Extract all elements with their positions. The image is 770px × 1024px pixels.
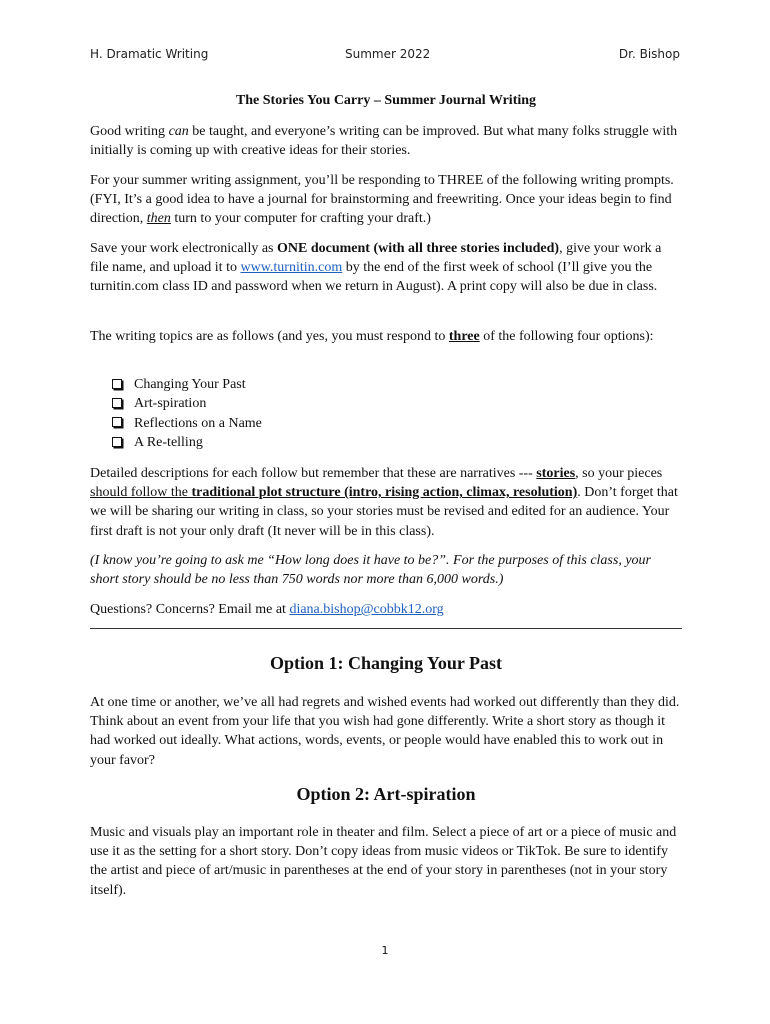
- header-instructor: Dr. Bishop: [618, 47, 680, 61]
- option2-heading: Option 2: Art-spiration: [296, 784, 476, 804]
- header-term: Summer 2022: [345, 47, 431, 61]
- list-item: Art-spiration: [112, 394, 262, 413]
- topics-list: [112, 375, 262, 453]
- document-title: The Stories You Carry – Summer Journal Writing: [235, 93, 537, 108]
- three-emphasis: three: [448, 329, 480, 344]
- checkbox-icon: [112, 417, 122, 427]
- checkbox-icon: [112, 379, 122, 389]
- option2-text: Music and visuals play an important role in theater and film. Select a piece of art or a piece of music and use it as the setting for a short story. Don’t copy ideas from music videos or TikTok. Be sure to identify the artist and piece of art/music in parentheses at the end of your story in parentheses (not in your story itself).: [90, 825, 677, 898]
- assignment-paragraph: For your summer writing assignment, you’ll be responding to THREE of the following writing prompts. (FYI, It’s a good idea to have a journal for brainstorming and freewriting. Once your ideas begin to find direction, then turn to your computer for crafting your draft.): [90, 173, 674, 227]
- intro-paragraph: Good writing can be taught, and everyone’s writing can be improved. But what many folks struggle with initially is coming up with creative ideas for their stories.: [90, 124, 678, 159]
- emphasis-then: then: [146, 211, 171, 227]
- stories-emphasis: stories: [536, 466, 576, 481]
- structure-paragraph: Detailed descriptions for each follow but remember that these are narratives --- stories, so your pieces should follow the traditional plot structure (intro, rising action, climax, resolution). Don’t forget that we will be sharing our writing in class, so your stories must be revised and edited for an audience. Your first draft is not your only draft (It never will be in this class).: [90, 466, 678, 539]
- turnitin-link[interactable]: www.turnitin.com: [240, 260, 343, 276]
- topics-intro-paragraph: The writing topics are as follows (and yes, you must respond to three of the following four options):: [90, 329, 654, 344]
- list-item: Reflections on a Name: [112, 414, 262, 433]
- page-number: 1: [381, 944, 389, 957]
- list-item: A Re-telling: [112, 433, 262, 452]
- option1-heading: Option 1: Changing Your Past: [269, 653, 503, 673]
- list-item: Changing Your Past: [112, 375, 262, 394]
- length-note: (I know you’re going to ask me “How long does it have to be?”. For the purposes of this class, your short story should be no less than 750 words nor more than 6,000 words.): [90, 553, 651, 588]
- checkbox-icon: [112, 398, 122, 408]
- checkbox-icon: [112, 437, 122, 447]
- option1-text: At one time or another, we’ve all had regrets and wished events had worked out differently than they did. Think about an event from your life that you wish had gone differently. Write a short story as though it had worked out ideally. What actions, words, events, or people would have enabled this to work out in your favor?: [90, 695, 680, 768]
- submission-paragraph: Save your work electronically as ONE document (with all three stories included), give your work a file name, and upload it to www.turnitin.com by the end of the first week of school (I’ll give you the turnitin.com class ID and password when we return in August). A print copy will also be due in class.: [90, 241, 662, 295]
- header-course: H. Dramatic Writing: [90, 47, 209, 61]
- email-link[interactable]: diana.bishop@cobbk12.org: [289, 602, 444, 617]
- section-divider: [90, 628, 682, 629]
- contact-paragraph: Questions? Concerns? Email me at diana.bishop@cobbk12.org: [90, 602, 444, 617]
- plot-structure-emphasis: traditional plot structure (intro, rising action, climax, resolution): [191, 485, 578, 501]
- emphasis-can: can: [168, 124, 189, 139]
- one-document-emphasis: ONE document (with all three stories included): [277, 241, 560, 256]
